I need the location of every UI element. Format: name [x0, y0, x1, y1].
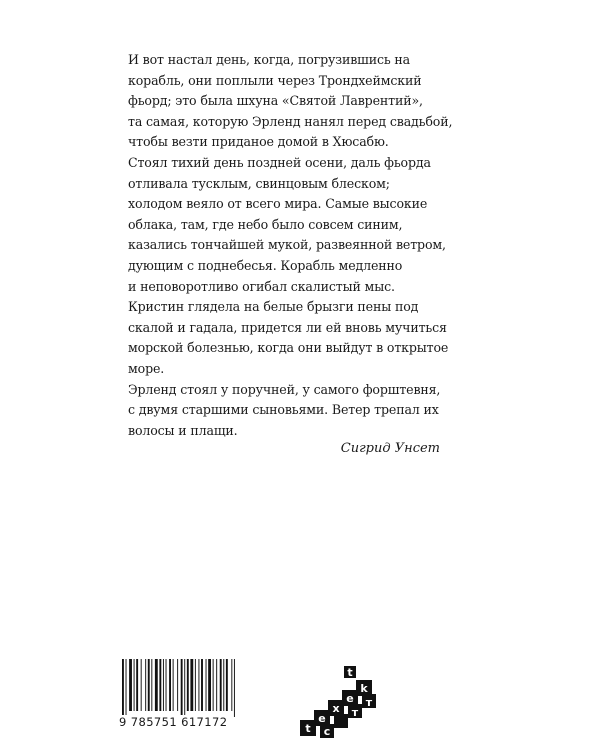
author-signature: Сигрид Унсет [340, 441, 440, 456]
isbn-digits: 9 785751 617172 [119, 715, 228, 729]
blurb-line: холодом веяло от всего мира. Самые высокие [128, 196, 428, 212]
blurb-line: Кристин глядела на белые брызги пены под [128, 299, 419, 315]
blurb-line: и неповоротливо огибал скалистый мыс. [128, 278, 395, 294]
blurb-line: отливала тусклым, свинцовым блеском; [128, 175, 390, 191]
blurb-line: казались тончайшей мукой, развеянной ветром, [128, 237, 446, 253]
barcode-bars [120, 659, 236, 717]
blurb-line: море. [128, 360, 165, 376]
svg-text:e: e [318, 712, 326, 725]
blurb-line: та самая, которую Эрленд нанял перед свадьбой, [128, 113, 453, 129]
blurb-line: дующим с поднебесья. Корабль медленно [128, 257, 403, 273]
blurb-line: И вот настал день, когда, погрузившись на [128, 52, 411, 67]
blurb-line: скалой и гадала, придется ли ей вновь мучиться [128, 319, 447, 335]
svg-text:t: t [305, 722, 311, 735]
text-publisher-logo [298, 662, 388, 742]
svg-text:t: t [347, 666, 353, 679]
blurb-line: чтобы везти приданое домой в Хюсабю. [128, 134, 389, 150]
blurb-line: с двумя старшими сыновьями. Ветер трепал их [128, 402, 439, 418]
publisher-logo [298, 662, 388, 742]
blurb-line: морской болезнью, когда они выйдут в открытое [128, 340, 449, 356]
blurb-line: Стоял тихий день поздней осени, даль фьорда [128, 154, 431, 170]
svg-text:e: e [346, 692, 354, 705]
blurb-line: облака, там, где небо было совсем синим, [128, 216, 403, 232]
svg-text:k: k [360, 682, 368, 695]
svg-text:c: c [323, 725, 331, 738]
blurb-line: корабль, они поплыли через Трондхеймский [128, 72, 422, 88]
blurb-line: фьорд; это была шхуна «Святой Лаврентий», [128, 93, 423, 109]
blurb-line: Эрленд стоял у поручней, у самого форштевня, [128, 381, 441, 397]
svg-text:т: т [365, 696, 373, 709]
blurb-text [128, 50, 453, 441]
blurb-line: волосы и плащи. [128, 422, 238, 438]
svg-text:x: x [332, 702, 340, 715]
svg-text:т: т [351, 706, 359, 719]
